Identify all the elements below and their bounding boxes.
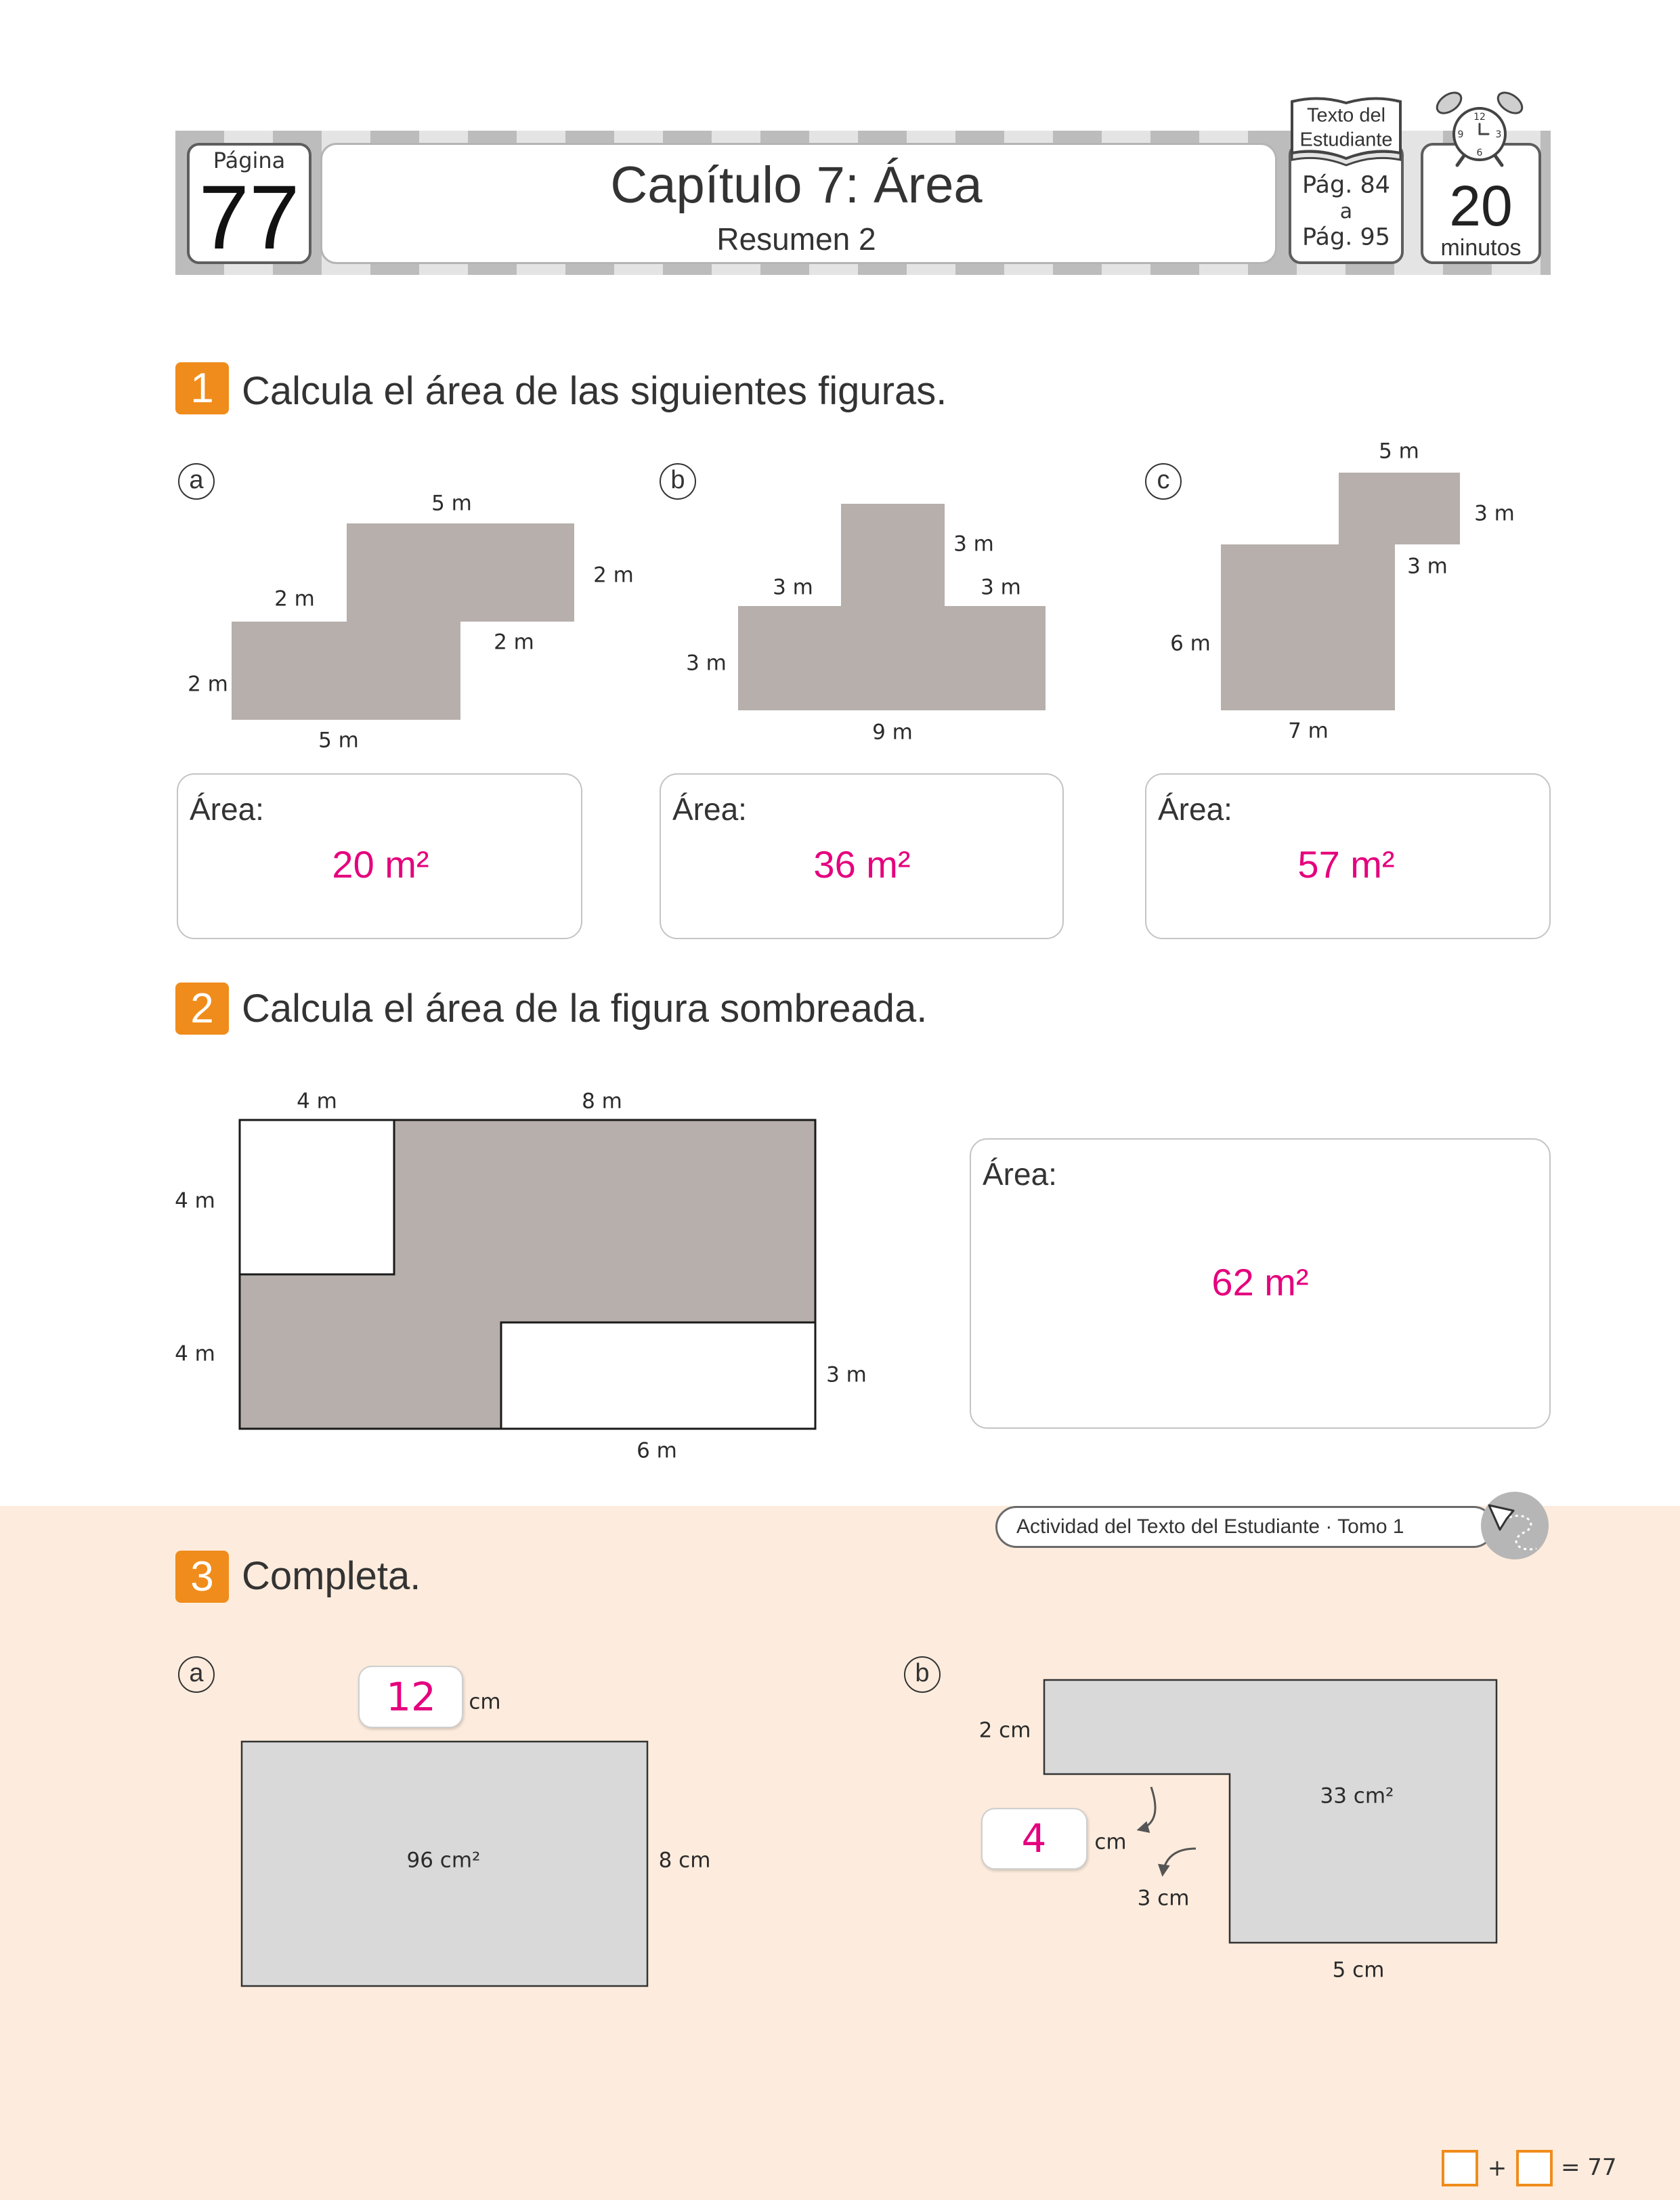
- exercise-1-instruction: Calcula el área de las siguientes figuras.: [242, 369, 947, 413]
- dimension-label: 2 cm: [978, 1718, 1031, 1743]
- answer-unit: cm: [469, 1689, 501, 1714]
- exercise-2-instruction: Calcula el área de la figura sombreada.: [242, 987, 928, 1031]
- answer-value: 36 m²: [813, 843, 911, 886]
- dimension-label: 3 m: [1474, 501, 1515, 526]
- score-box-1: [1442, 2150, 1478, 2186]
- area-label: Área:: [672, 792, 747, 827]
- answer-unit: cm: [1094, 1830, 1127, 1855]
- chapter-title: Capítulo 7: Área: [610, 156, 983, 214]
- unshaded-rectangle: [501, 1322, 815, 1429]
- area-value: 96 cm²: [406, 1848, 481, 1873]
- dimension-label: 7 m: [1288, 718, 1329, 743]
- area-label: Área:: [983, 1157, 1057, 1192]
- l-shape-figure: [1044, 1680, 1496, 1943]
- dimension-label: 4 m: [175, 1341, 215, 1366]
- dimension-label: 3 m: [1407, 554, 1448, 579]
- dimension-label: 5 m: [318, 728, 359, 753]
- dimension-label: 4 m: [297, 1089, 337, 1114]
- dimension-label: 5 m: [431, 491, 472, 516]
- figure-c-shape: [1221, 473, 1460, 710]
- clock-number-9: 9: [1457, 129, 1464, 140]
- answer-value: 12: [386, 1674, 436, 1720]
- time-unit: minutos: [1440, 235, 1522, 261]
- clock-number-12: 12: [1473, 112, 1486, 123]
- curved-arrow-icon: [1139, 1787, 1155, 1830]
- pages-to: Pág. 95: [1302, 223, 1390, 251]
- page-number: 77: [198, 167, 300, 268]
- answer-value: 20 m²: [332, 843, 429, 886]
- answer-value: 4: [1021, 1815, 1047, 1861]
- score-box-2: [1516, 2150, 1553, 2186]
- unshaded-square: [240, 1120, 394, 1274]
- answer-value: 62 m²: [1211, 1261, 1309, 1303]
- dimension-label: 3 m: [826, 1362, 867, 1387]
- activity-tag: Actividad del Texto del Estudiante · Tomo 1: [995, 1506, 1494, 1548]
- book-label-line1: Texto del: [1306, 104, 1386, 127]
- dimension-label: 2 m: [274, 586, 315, 611]
- dimension-label: 3 m: [686, 651, 727, 676]
- dimension-label: 3 cm: [1137, 1886, 1190, 1911]
- answer-value: 57 m²: [1297, 843, 1395, 886]
- alarm-clock-icon: [1429, 85, 1530, 168]
- figure-a-shape: [232, 523, 574, 720]
- area-label: Área:: [190, 792, 264, 827]
- curved-arrow-icon: [1163, 1849, 1196, 1874]
- figure-c-letter: c: [1145, 463, 1182, 500]
- pages-connector: a: [1339, 200, 1353, 223]
- clock-number-3: 3: [1495, 129, 1502, 140]
- dimension-label: 3 m: [773, 575, 813, 600]
- dimension-label: 5 m: [1379, 439, 1419, 464]
- part-a-letter: a: [178, 1656, 215, 1693]
- chapter-subtitle: Resumen 2: [716, 221, 876, 257]
- activity-icon: [1480, 1490, 1550, 1561]
- dimension-label: 5 cm: [1332, 1958, 1385, 1983]
- area-value: 33 cm²: [1320, 1784, 1394, 1809]
- figure-b-letter: b: [660, 463, 696, 500]
- area-label: Área:: [1158, 792, 1232, 827]
- dimension-label: 9 m: [872, 720, 913, 745]
- time-value: 20: [1449, 174, 1513, 238]
- dimension-label: 2 m: [494, 630, 534, 655]
- pages-from: Pág. 84: [1302, 171, 1390, 199]
- clock-number-6: 6: [1476, 148, 1483, 158]
- exercise-2-badge: 2: [175, 983, 229, 1035]
- page-label: Página: [213, 148, 286, 173]
- dimension-label: 8 m: [582, 1089, 622, 1114]
- figure-a-letter: a: [178, 463, 215, 500]
- footer-total: = 77: [1561, 2154, 1617, 2181]
- dimension-label: 2 m: [593, 563, 634, 588]
- dimension-label: 3 m: [981, 575, 1021, 600]
- exercise-3-instruction: Completa.: [242, 1554, 421, 1598]
- exercise-1-badge: 1: [175, 362, 229, 414]
- figure-b-shape: [738, 504, 1046, 710]
- dimension-label: 8 cm: [658, 1848, 711, 1873]
- dimension-label: 2 m: [188, 672, 228, 697]
- dimension-label: 4 m: [175, 1188, 215, 1213]
- part-b-letter: b: [904, 1656, 941, 1693]
- dimension-label: 6 m: [637, 1438, 677, 1463]
- book-label-line2: Estudiante: [1299, 129, 1393, 151]
- exercise-3-badge: 3: [175, 1551, 229, 1603]
- dimension-label: 3 m: [953, 532, 994, 557]
- footer-plus: +: [1487, 2155, 1507, 2182]
- dimension-label: 6 m: [1170, 631, 1211, 656]
